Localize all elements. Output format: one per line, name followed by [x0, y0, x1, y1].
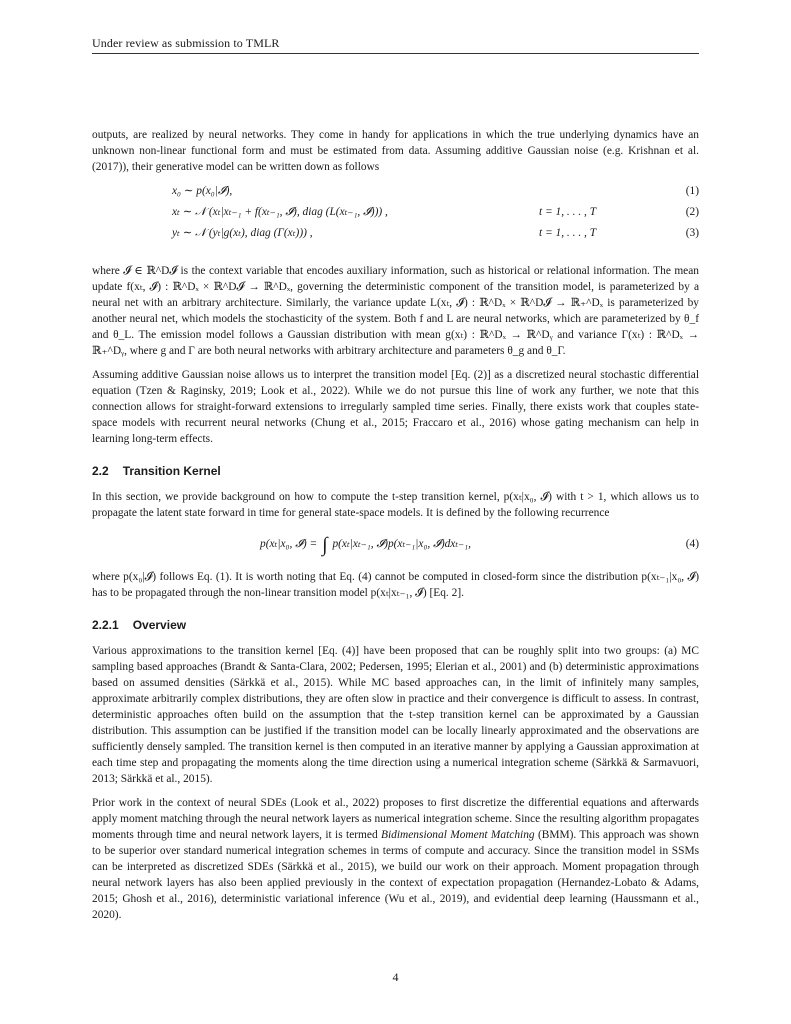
section-heading: [92, 463, 699, 479]
paragraph: [92, 795, 699, 923]
page-number: 4: [392, 970, 399, 984]
text-run: Prior work in the context of neural SDEs (Look et al., 2022) proposes to first discretize the differential equations and afterwards apply moment matching through the neural network layers as numerical integration scheme. Since the resulting algorithm propagates moments through time and neural network layers, it is termed: [92, 797, 700, 841]
section-number: 2.2: [92, 464, 109, 478]
equation-condition: t = 1, . . . , T: [539, 206, 597, 218]
equation-content: xₜ ∼ 𝒩 (xₜ|xₜ₋₁ + f(xₜ₋₁, 𝓘), diag (L(xₜ₋₁, 𝓘))) ,: [172, 206, 388, 218]
equation-line: [92, 225, 699, 242]
equation-content: x₀ ∼ p(x₀|𝓘),: [172, 185, 233, 197]
equation-block: [92, 529, 699, 559]
equation-line: [92, 204, 699, 221]
equation-content: yₜ ∼ 𝒩 (yₜ|g(xₜ), diag (Γ(xₜ))) ,: [172, 227, 313, 239]
body-text: [92, 127, 699, 931]
equation-content: [260, 534, 471, 556]
paragraph: Assuming additive Gaussian noise allows us to interpret the transition model [Eq. (2)] as a discretized neural stochastic differential equation (Tzen & Raginsky, 2019; Look et al., 2022). While we do not pursue this line of work any further, we note that this connection allows for straight-forward extensions to irregularly sampled time series. Finally, there exists work that couples state-space models with recurrent neural networks (Chung et al., 2015; Fraccaro et al., 2016) whose gating mechanism can help in learning long-term effects.: [92, 369, 699, 445]
equation-block: [92, 183, 699, 251]
equation-number: (4): [685, 538, 699, 550]
paragraph: Various approximations to the transition kernel [Eq. (4)] have been proposed that can be roughly split into two groups: (a) MC sampling based approaches (Brandt & Santa-Clara, 2002; Pedersen, 1995; Elerian et al., 2001) and (b) deterministic approximations based on assumed densities (Särkkä et al., 2015). While MC based approaches can, in the limit of infinitely many samples, approximate arbitrarily complex distributions, they are often slow in practice and their convergence is difficult to assess. In contrast, deterministic approaches often build on the assumption that the t-step transition kernel can be approximated by a Gaussian distribution. This assumption can be justified if the transition model can be locally linearly approximated and the observations are sufficiently densely sampled. The transition kernel is then computed in an iterative manner by applying a Gaussian approximation at each time step and propagating the moments along the time direction using a numerical integration scheme (Särkkä & Sarmavuori, 2013; Särkkä et al., 2015).: [92, 645, 699, 785]
equation-rhs: p(xₜ|xₜ₋₁, 𝓘)p(xₜ₋₁|x₀, 𝓘)dxₜ₋₁,: [332, 538, 471, 550]
emphasized-term: Bidimensional Moment Matching: [381, 829, 535, 841]
paragraph: where p(x₀|𝓘) follows Eq. (1). It is worth noting that Eq. (4) cannot be computed in closed-form since the distribution p(xₜ₋₁|x₀, 𝓘) has to be propagated through the non-linear transition model p(xₜ|xₜ₋₁, 𝓘) [Eq. 2].: [92, 571, 699, 599]
section-title: Transition Kernel: [122, 464, 221, 478]
paragraph: where 𝓘 ∈ ℝ^D𝓘 is the context variable that encodes auxiliary information, such as historical or relational information. The mean update f(xₜ, 𝓘) : ℝ^Dₓ × ℝ^D𝓘 → ℝ^Dₓ, governing the deterministic component of the transition model, is parameterized by a neural net with an arbitrary architecture. Similarly, the variance update L(xₜ, 𝓘) : ℝ^Dₓ × ℝ^D𝓘 → ℝ₊^Dₓ is parameterized by another neural net, which models the stochasticity of the system. Both f and L are neural networks, which are parameterized by θ_f and θ_L. The emission model follows a Gaussian distribution with mean g(xₜ) : ℝ^Dₓ → ℝ^Dᵧ and variance Γ(xₜ) : ℝ^Dₓ → ℝ₊^Dᵧ, where g and Γ are both neural networks with arbitrary architecture and parameters θ_g and θ_Γ.: [92, 265, 699, 357]
equation-line: [92, 183, 699, 200]
equation-lhs: p(xₜ|x₀, 𝓘) =: [260, 538, 318, 550]
running-head: Under review as submission to TMLR: [92, 36, 280, 50]
paragraph: In this section, we provide background on how to compute the t-step transition kernel, p(xₜ|x₀, 𝓘) with t > 1, which allows us to propagate the latent state forward in time for general state-space models. It is defined by the following recurrence: [92, 491, 699, 519]
section-title: Overview: [132, 618, 187, 632]
section-number: 2.2.1: [92, 618, 119, 632]
paragraph: outputs, are realized by neural networks. They come in handy for applications in which the true underlying dynamics have an unknown non-linear functional form and must be estimated from data. Assuming additive Gaussian noise (e.g. Krishnan et al. (2017)), their generative model can be written down as follows: [92, 129, 699, 173]
header-rule: [92, 53, 699, 54]
integral-sign: ∫: [322, 534, 328, 556]
equation-condition: t = 1, . . . , T: [539, 227, 597, 239]
subsection-heading: [92, 617, 699, 633]
equation-number: (2): [685, 206, 699, 218]
equation-number: (3): [685, 227, 699, 239]
equation-number: (1): [685, 185, 699, 197]
text-run: (BMM). This approach was shown to be superior over standard numerical integration schemes in terms of compute and accuracy. Since the transition model in SSMs can be interpreted as discretized SDEs (Särkkä et al., 2015), we build our work on their approach. Moment propagation through neural network layers has also been applied previously in the context of expectation propagation (Hernandez-Lobato & Adams, 2015; Ghosh et al., 2016), deterministic variational inference (Wu et al., 2019), and evidential deep learning (Haussmann et al., 2020).: [92, 829, 700, 921]
